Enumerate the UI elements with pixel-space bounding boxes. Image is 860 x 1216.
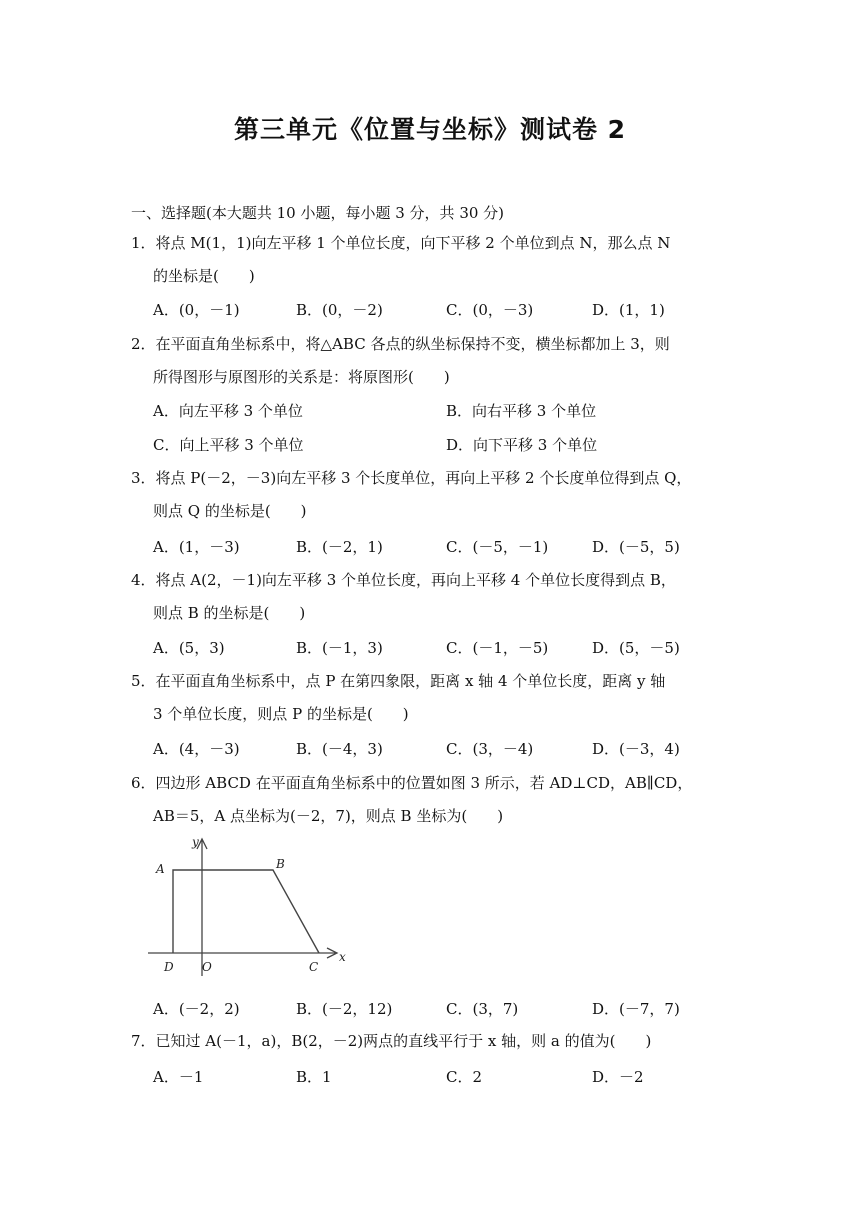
question-4-option-b: B．(－1，3) [296, 639, 383, 657]
question-2-option-b: B．向右平移 3 个单位 [446, 402, 597, 420]
question-2-option-d: D．向下平移 3 个单位 [446, 436, 598, 454]
question-4-line-1: 4．将点 A(2，－1)向左平移 3 个单位长度，再向上平移 4 个单位长度得到点 B， [131, 571, 676, 589]
question-5-option-b: B．(－4，3) [296, 740, 383, 758]
question-7-option-b: B．1 [296, 1068, 332, 1086]
question-3-option-d: D．(－5，5) [592, 538, 680, 556]
question-2-line-2: 所得图形与原图形的关系是：将原图形( ) [153, 368, 450, 386]
question-4-option-c: C．(－1，－5) [446, 639, 549, 657]
quadrilateral-figure [146, 828, 358, 980]
question-6-option-a: A．(－2，2) [153, 1000, 240, 1018]
question-7-line-1: 7．已知过 A(－1，a)，B(2，－2)两点的直线平行于 x 轴，则 a 的值为( ) [131, 1032, 652, 1050]
question-4-option-a: A．(5，3) [153, 639, 225, 657]
label-o: O [202, 960, 212, 974]
label-a: A [156, 862, 165, 876]
question-4-option-d: D．(5，－5) [592, 639, 680, 657]
question-6-line-2: AB＝5，A 点坐标为(－2，7)，则点 B 坐标为( ) [153, 807, 504, 825]
question-7-option-c: C．2 [446, 1068, 483, 1086]
label-d: D [164, 960, 174, 974]
question-4-line-2: 则点 B 的坐标是( ) [153, 604, 306, 622]
question-3-line-2: 则点 Q 的坐标是( ) [153, 502, 307, 520]
question-7-option-d: D．－2 [592, 1068, 644, 1086]
label-b: B [276, 857, 285, 871]
question-6-option-b: B．(－2，12) [296, 1000, 393, 1018]
question-2-option-a: A．向左平移 3 个单位 [153, 402, 303, 420]
question-5-option-c: C．(3，－4) [446, 740, 534, 758]
page-title: 第三单元《位置与坐标》测试卷 2 [233, 115, 627, 144]
question-5-option-a: A．(4，－3) [153, 740, 240, 758]
question-1-option-a: A．(0，－1) [153, 301, 240, 319]
question-7-option-a: A．－1 [153, 1068, 204, 1086]
question-6-line-1: 6．四边形 ABCD 在平面直角坐标系中的位置如图 3 所示，若 AD⊥CD，AB∥CD， [131, 774, 693, 792]
question-3-line-1: 3．将点 P(－2，－3)向左平移 3 个长度单位，再向上平移 2 个长度单位得到点 Q， [131, 469, 692, 487]
label-x: x [339, 950, 346, 964]
question-5-line-2: 3 个单位长度，则点 P 的坐标是( ) [153, 705, 409, 723]
question-3-option-b: B．(－2，1) [296, 538, 383, 556]
section-heading: 一、选择题(本大题共 10 小题，每小题 3 分，共 30 分) [131, 204, 505, 222]
question-1-option-d: D．(1，1) [592, 301, 665, 319]
question-1-line-2: 的坐标是( ) [153, 267, 255, 285]
question-1-line-1: 1．将点 M(1，1)向左平移 1 个单位长度，向下平移 2 个单位到点 N，那么点 N [131, 234, 671, 252]
question-3-option-c: C．(－5，－1) [446, 538, 549, 556]
question-1-option-c: C．(0，－3) [446, 301, 534, 319]
question-5-option-d: D．(－3，4) [592, 740, 680, 758]
question-2-option-c: C．向上平移 3 个单位 [153, 436, 304, 454]
question-3-option-a: A．(1，－3) [153, 538, 240, 556]
label-c: C [309, 960, 319, 974]
question-1-option-b: B．(0，－2) [296, 301, 383, 319]
question-2-line-1: 2．在平面直角坐标系中，将△ABC 各点的纵坐标保持不变，横坐标都加上 3，则 [131, 335, 670, 353]
quadrilateral-abcd [173, 870, 319, 953]
question-5-line-1: 5．在平面直角坐标系中，点 P 在第四象限，距离 x 轴 4 个单位长度，距离 y 轴 [131, 672, 666, 690]
label-y: y [192, 835, 199, 849]
question-6-option-c: C．(3，7) [446, 1000, 519, 1018]
question-6-option-d: D．(－7，7) [592, 1000, 680, 1018]
